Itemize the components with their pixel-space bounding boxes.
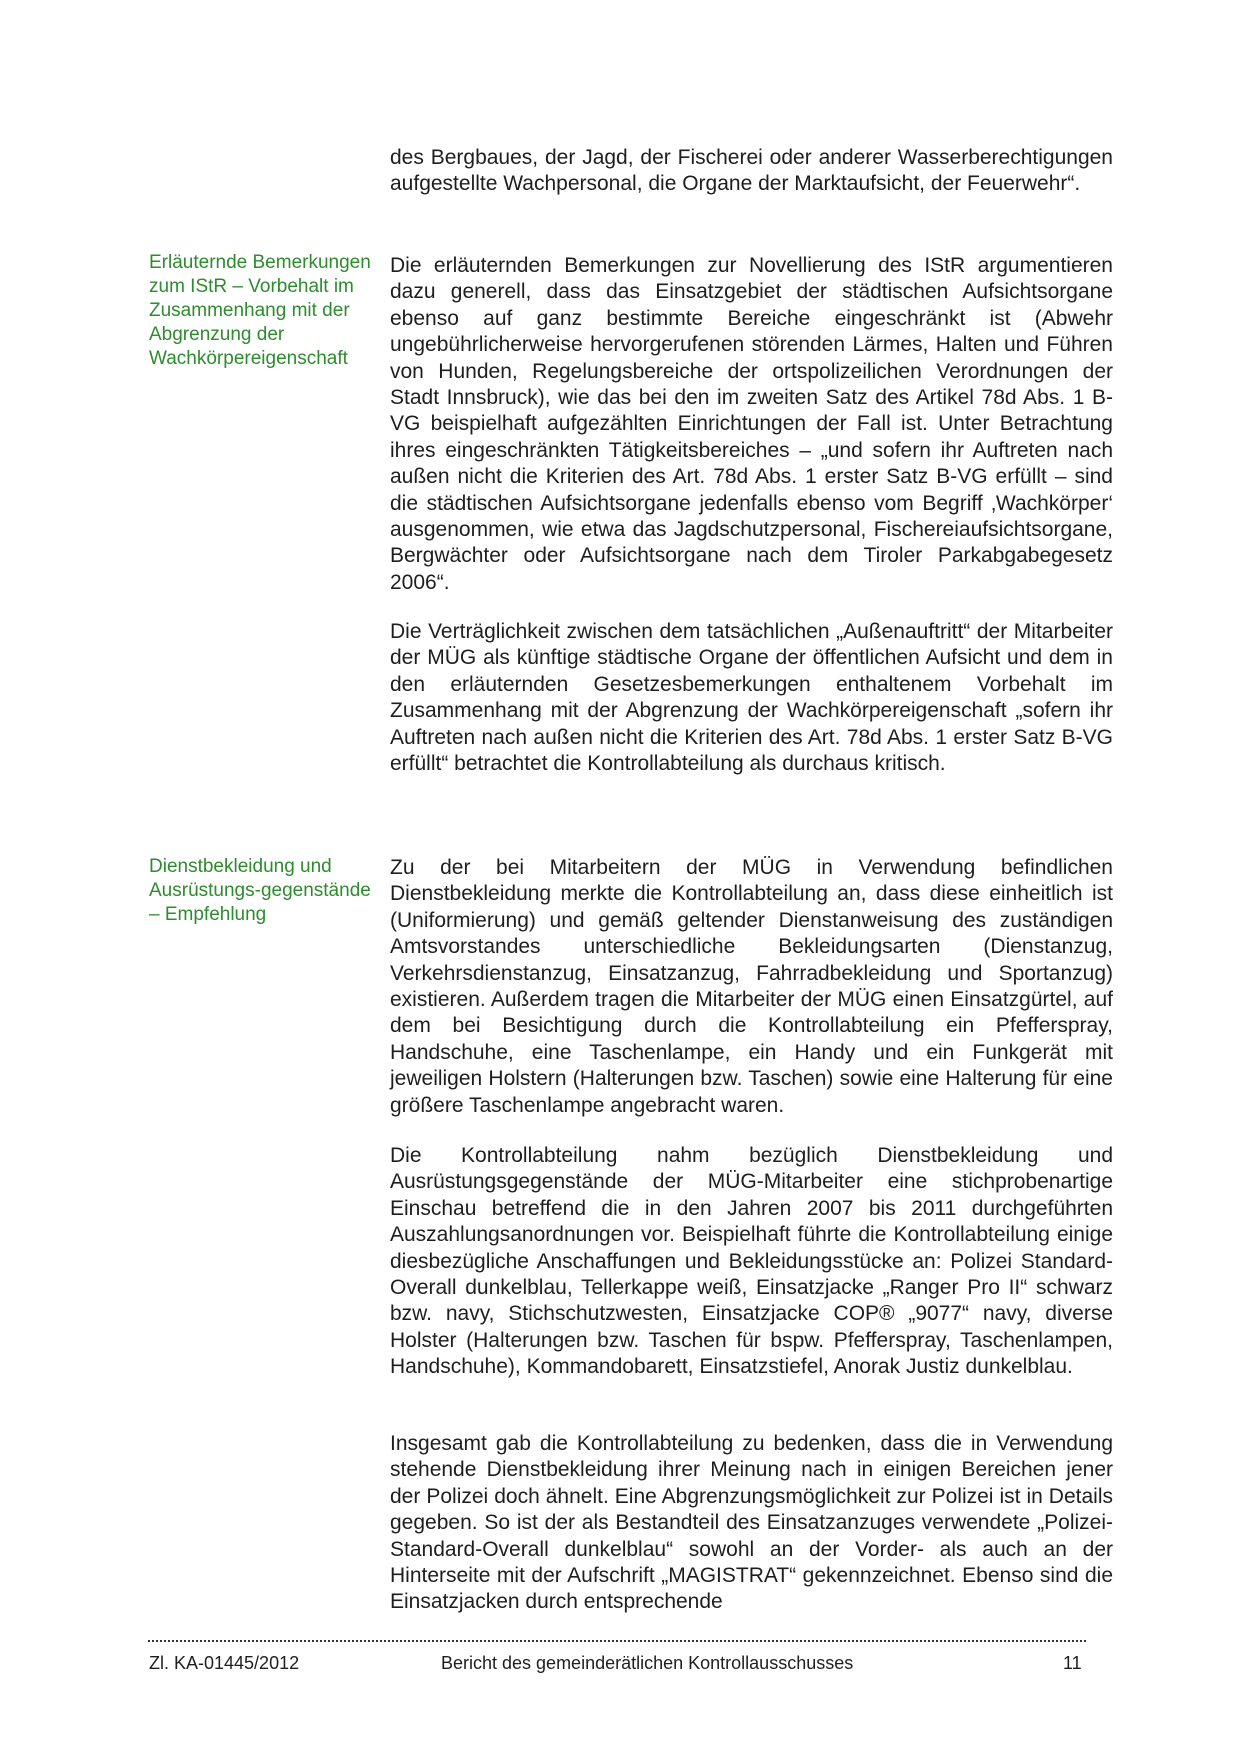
margin-note-erlaeuternde-bemerkungen: Erläuternde Bemerkungen zum IStR – Vorbehalt im Zusammenhang mit der Abgrenzung der Wachkörpereigenschaft [149, 252, 371, 369]
paragraph-text: Die Kontrollabteilung nahm bezüglich Dienstbekleidung und Ausrüstungsgegenstände der MÜG-Mitarbeiter eine stichprobenartige Einschau betreffend die in den Jahren 2007 bis 2011 durchgeführten Auszahlungsanordnungen vor. Beispielhaft führte die Kontrollabteilung einige diesbezügliche Anschaffungen und Bekleidungsstücke an: Polizei Standard-Overall dunkelblau, Tellerkappe weiß, Einsatzjacke „Ranger Pro II“ schwarz bzw. navy, Stichschutzwesten, Einsatzjacke COP® „9077“ navy, diverse Holster (Halterungen bzw. Taschen für bspw. Pfefferspray, Taschenlampen, Handschuhe), Kommandobarett, Einsatzstiefel, Anorak Justiz dunkelblau. [390, 1144, 1113, 1379]
paragraph-text: Die Verträglichkeit zwischen dem tatsächlichen „Außenauftritt“ der Mitarbeiter der MÜG als künftige städtische Organe der öffentlichen Aufsicht und dem in den erläuternden Gesetzesbemerkungen enthaltenem Vorbehalt im Zusammenhang mit der Abgrenzung der Wachkörpereigenschaft „sofern ihr Auftreten nach außen nicht die Kriterien des Art. 78d Abs. 1 erster Satz B-VG erfüllt“ betrachtet die Kontrollabteilung als durchaus kritisch. [390, 620, 1113, 776]
footer-title: Bericht des gemeinderätlichen Kontrollausschusses [441, 1653, 854, 1673]
footer-page-number: 11 [1063, 1653, 1082, 1673]
footer-reference: Zl. KA-01445/2012 [149, 1653, 300, 1673]
body-paragraph-4 [390, 855, 1113, 1119]
body-paragraph-3 [390, 619, 1113, 777]
margin-note-dienstbekleidung: Dienstbekleidung und Ausrüstungs-gegenstände – Empfehlung [149, 856, 371, 925]
body-paragraph-2 [390, 253, 1113, 596]
paragraph-text: des Bergbaues, der Jagd, der Fischerei oder anderer Wasserberechtigungen aufgestellte Wachpersonal, die Organe der Marktaufsicht, der Feuerwehr“. [390, 146, 1113, 196]
paragraph-text: Die erläuternden Bemerkungen zur Novellierung des IStR argumentieren dazu generell, dass das Einsatzgebiet der städtischen Aufsichtsorgane ebenso auf ganz bestimmte Bereiche eingeschränkt ist (Abwehr ungebührlicherweise hervorgerufenen störenden Lärmes, Halten und Führen von Hunden, Regelungsbereiche der ortspolizeilichen Verordnungen der Stadt Innsbruck), wie das bei den im zweiten Satz des Artikel 78d Abs. 1 B-VG beispielhaft aufgezählten Einrichtungen der Fall ist. Unter Betrachtung ihres eingeschränkten Tätigkeitsbereiches – „und sofern ihr Auftreten nach außen nicht die Kriterien des Art. 78d Abs. 1 erster Satz B-VG erfüllt – sind die städtischen Aufsichtsorgane jedenfalls ebenso vom Begriff ‚Wachkörper‘ ausgenommen, wie etwa das Jagdschutzpersonal, Fischereiaufsichtsorgane, Bergwächter oder Aufsichtsorgane nach dem Tiroler Parkabgabegesetz 2006“. [390, 254, 1113, 594]
body-paragraph-5 [390, 1143, 1113, 1381]
paragraph-text: Insgesamt gab die Kontrollabteilung zu bedenken, dass die in Verwendung stehende Dienstbekleidung ihrer Meinung nach in einigen Bereichen jener der Polizei doch ähnelt. Eine Abgrenzungsmöglichkeit zur Polizei ist in Details gegeben. So ist der als Bestandteil des Einsatzanzuges verwendete „Polizei-Standard-Overall dunkelblau“ sowohl an der Vorder- als auch an der Hinterseite mit der Aufschrift „MAGISTRAT“ gekennzeichnet. Ebenso sind die Einsatzjacken durch entsprechende [390, 1432, 1113, 1614]
body-paragraph-6 [390, 1431, 1113, 1616]
paragraph-text: Zu der bei Mitarbeitern der MÜG in Verwendung befindlichen Dienstbekleidung merkte die Kontrollabteilung an, dass diese einheitlich ist (Uniformierung) und gemäß geltender Dienstanweisung des zuständigen Amtsvorstandes unterschiedliche Bekleidungsarten (Dienstanzug, Verkehrsdienstanzug, Einsatzanzug, Fahrradbekleidung und Sportanzug) existieren. Außerdem tragen die Mitarbeiter der MÜG einen Einsatzgürtel, auf dem bei Besichtigung durch die Kontrollabteilung ein Pfefferspray, Handschuhe, eine Taschenlampe, ein Handy und ein Funkgerät mit jeweiligen Holstern (Halterungen bzw. Taschen) sowie eine Halterung für eine größere Taschenlampe angebracht waren. [390, 856, 1113, 1117]
body-paragraph-1 [390, 145, 1113, 198]
footer-divider [148, 1640, 1086, 1642]
